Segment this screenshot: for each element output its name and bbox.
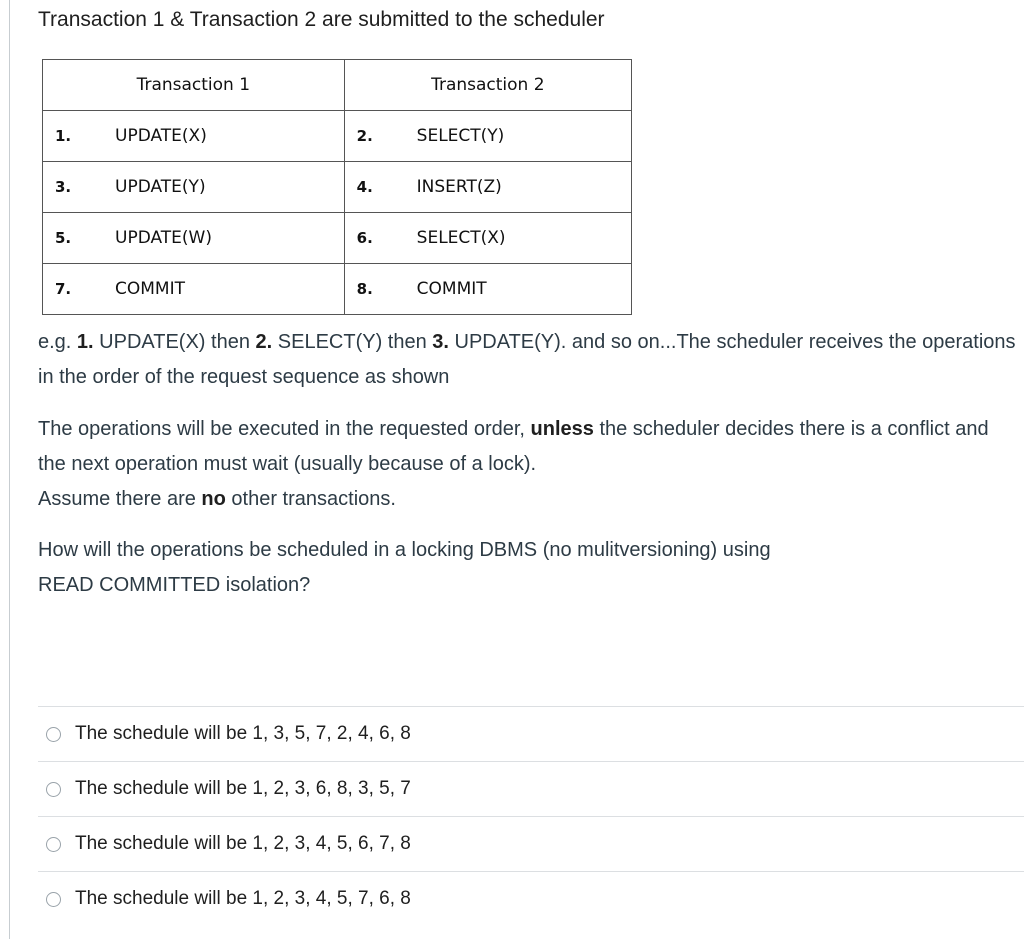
header-transaction-1: Transaction 1 — [43, 60, 345, 111]
t2-cell — [344, 162, 631, 213]
rule-paragraph: The operations will be executed in the requested order, unless the scheduler decides there is a conflict and the next operation must wait (usually because of a lock). Assume there are no other transactions. — [38, 418, 989, 510]
step-number: 3. — [55, 178, 72, 196]
t1-cell — [43, 162, 345, 213]
step-number: 4. — [356, 178, 373, 196]
t2-cell — [344, 213, 631, 264]
question-title: Transaction 1 & Transaction 2 are submitted to the scheduler — [38, 8, 605, 31]
answer-list — [38, 706, 1024, 926]
t2-cell — [344, 111, 631, 162]
table-row — [43, 213, 632, 264]
step-number: 8. — [356, 280, 373, 298]
question-prompt: How will the operations be scheduled in a locking DBMS (no mulitversioning) using READ COMMITTED isolation? — [38, 539, 771, 596]
step-number: 1. — [55, 127, 72, 145]
operation: SELECT(Y) — [416, 126, 505, 146]
answer-label: The schedule will be 1, 2, 3, 4, 5, 6, 7, 8 — [75, 833, 411, 854]
answer-label: The schedule will be 1, 2, 3, 4, 5, 7, 6, 8 — [75, 888, 411, 909]
example-paragraph: e.g. 1. UPDATE(X) then 2. SELECT(Y) then 3. UPDATE(Y). and so on...The scheduler receives the operations in the order of the request sequence as shown — [38, 331, 1016, 388]
answer-option[interactable] — [38, 816, 1024, 871]
step-number: 2. — [356, 127, 373, 145]
header-transaction-2: Transaction 2 — [344, 60, 631, 111]
radio-button[interactable] — [46, 727, 61, 742]
table-header-row — [43, 60, 632, 111]
t2-cell — [344, 264, 631, 315]
t1-cell — [43, 213, 345, 264]
radio-button[interactable] — [46, 892, 61, 907]
t1-cell — [43, 111, 345, 162]
operation: COMMIT — [416, 279, 487, 299]
operation: UPDATE(X) — [115, 126, 207, 146]
operation: UPDATE(Y) — [115, 177, 206, 197]
operation: SELECT(X) — [416, 228, 506, 248]
table-row — [43, 111, 632, 162]
radio-button[interactable] — [46, 782, 61, 797]
transaction-table — [42, 59, 632, 315]
answer-label: The schedule will be 1, 3, 5, 7, 2, 4, 6, 8 — [75, 723, 411, 744]
table-row — [43, 162, 632, 213]
step-number: 5. — [55, 229, 72, 247]
answer-option[interactable] — [38, 706, 1024, 761]
answer-option[interactable] — [38, 761, 1024, 816]
step-number: 6. — [356, 229, 373, 247]
operation: UPDATE(W) — [115, 228, 212, 248]
t1-cell — [43, 264, 345, 315]
operation: COMMIT — [115, 279, 185, 299]
radio-button[interactable] — [46, 837, 61, 852]
answer-option[interactable] — [38, 871, 1024, 926]
step-number: 7. — [55, 280, 72, 298]
answer-label: The schedule will be 1, 2, 3, 6, 8, 3, 5, 7 — [75, 778, 411, 799]
operation: INSERT(Z) — [416, 177, 502, 197]
left-border — [9, 0, 10, 939]
table-row — [43, 264, 632, 315]
